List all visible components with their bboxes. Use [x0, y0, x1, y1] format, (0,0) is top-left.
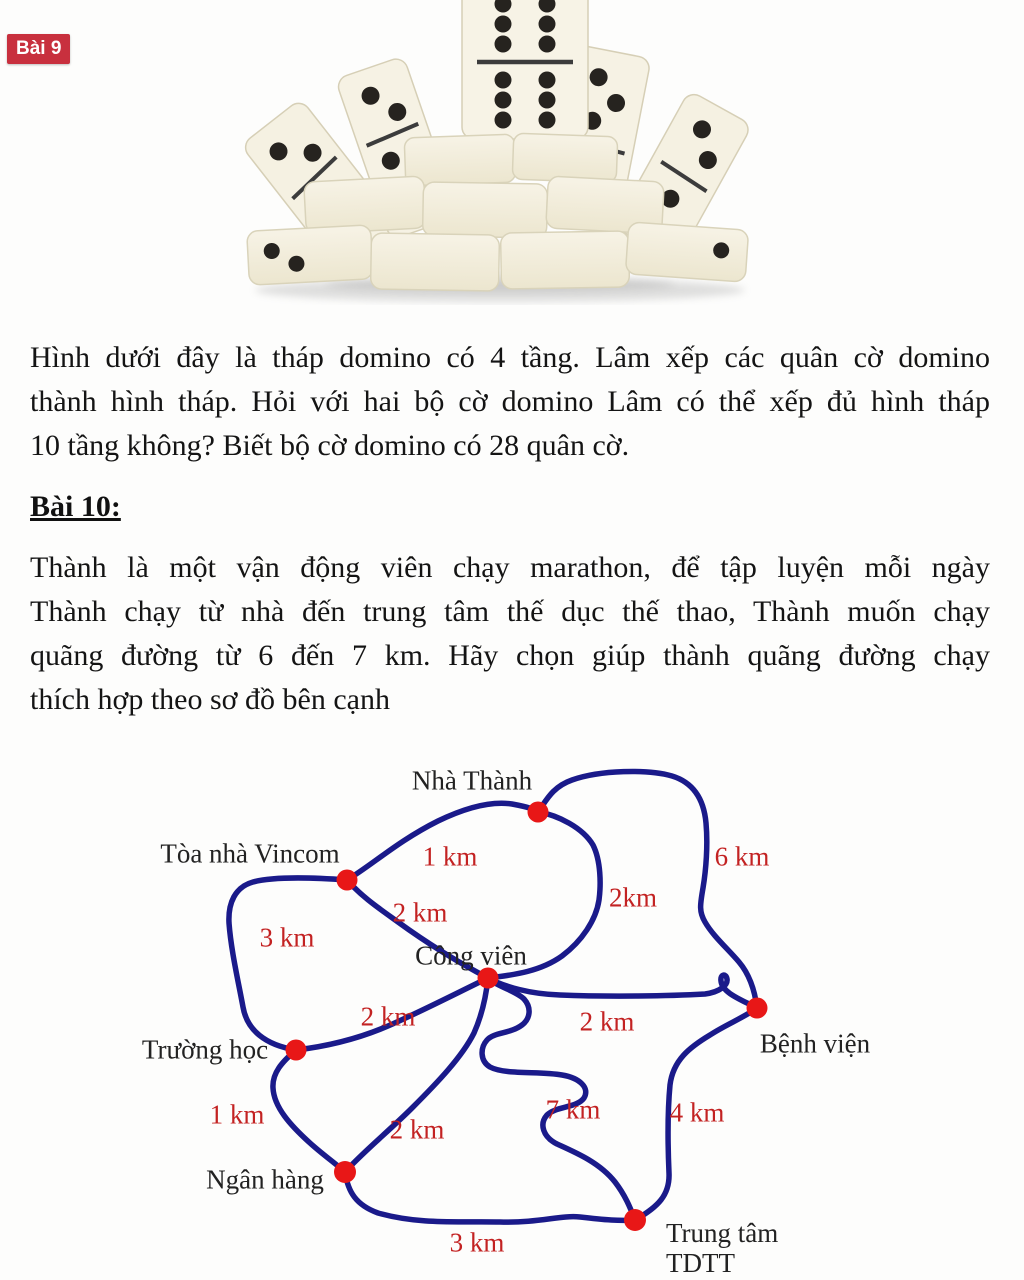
distance-label-nhathanh-benhvien: 6 km — [714, 841, 770, 872]
route-map-diagram — [0, 745, 1024, 1280]
text-line: Thành chạy từ nhà đến trung tâm thế dục thế thao, Thành muốn chạy — [30, 595, 990, 628]
domino-tile-flat — [625, 222, 748, 282]
route-map-svg — [0, 745, 1024, 1280]
place-label-line: Trung tâm — [666, 1218, 779, 1248]
domino-pyramid-svg — [235, 0, 755, 305]
place-label-nha-thanh: Nhà Thành — [411, 765, 533, 796]
text-line: Hình dưới đây là tháp domino có 4 tầng. Lâm xếp các quân cờ domino — [30, 341, 990, 374]
road-vincom-truonghoc — [229, 878, 347, 1050]
node-truong-hoc — [286, 1040, 307, 1061]
distance-label-vincom-truonghoc: 3 km — [259, 922, 315, 953]
domino-tile-flat — [247, 225, 374, 285]
text-line: thành hình tháp. Hỏi với hai bộ cờ domino Lâm có thể xếp đủ hình tháp — [30, 385, 990, 418]
place-label-vincom: Tòa nhà Vincom — [160, 838, 340, 869]
exercise-10-heading: Bài 10: — [30, 490, 121, 523]
distance-label-congvien-trungtam: 7 km — [545, 1094, 601, 1125]
node-benh-vien — [747, 998, 768, 1019]
distance-label-nganhang-trungtam: 3 km — [449, 1227, 505, 1258]
place-label-line: TDTT — [666, 1248, 735, 1278]
place-label-trung-tam-tdtt — [666, 1218, 778, 1278]
node-trung-tam-tdtt — [624, 1209, 646, 1231]
exercise-9-badge: Bài 9 — [7, 34, 70, 64]
domino-pyramid-image — [235, 0, 755, 305]
distance-label-benhvien-trungtam: 4 km — [669, 1097, 725, 1128]
distance-label-truonghoc-nganhang: 1 km — [209, 1099, 265, 1130]
distance-label-vincom-nhathanh: 1 km — [422, 841, 478, 872]
text-line: thích hợp theo sơ đồ bên cạnh — [30, 683, 390, 716]
distance-label-truonghoc-congvien: 2 km — [360, 1001, 416, 1032]
place-label-benh-vien: Bệnh viện — [759, 1028, 871, 1059]
domino-tile-flat — [423, 182, 548, 238]
place-label-ngan-hang: Ngân hàng — [206, 1164, 324, 1195]
distance-label-nhathanh-congvien: 2km — [608, 882, 658, 913]
place-label-cong-vien: Công viên — [415, 940, 527, 971]
distance-label-vincom-congvien: 2 km — [392, 897, 448, 928]
domino-tile-flat — [404, 134, 516, 186]
node-ngan-hang — [334, 1161, 356, 1183]
problem-9-text — [30, 336, 990, 468]
text-line: Thành là một vận động viên chạy marathon, để tập luyện mỗi ngày — [30, 551, 990, 584]
distance-label-congvien-benhvien: 2 km — [579, 1006, 635, 1037]
domino-tile-flat — [371, 233, 500, 291]
text-line: 10 tầng không? Biết bộ cờ domino có 28 quân cờ. — [30, 429, 630, 462]
node-vincom — [337, 870, 358, 891]
domino-tile-flat — [304, 176, 427, 234]
road-truonghoc-nganhang — [273, 1050, 345, 1172]
domino-tile-flat — [501, 231, 630, 289]
domino-tile-six-six — [462, 0, 588, 139]
place-label-truong-hoc: Trường học — [141, 1034, 269, 1065]
problem-10-text — [30, 546, 990, 722]
domino-tile-flat — [512, 133, 618, 183]
node-nha-thanh — [528, 802, 549, 823]
road-nganhang-trungtam — [345, 1172, 635, 1222]
text-line: quãng đường từ 6 đến 7 km. Hãy chọn giúp thành quãng đường chạy — [30, 639, 990, 672]
distance-label-nganhang-congvien: 2 km — [389, 1114, 445, 1145]
